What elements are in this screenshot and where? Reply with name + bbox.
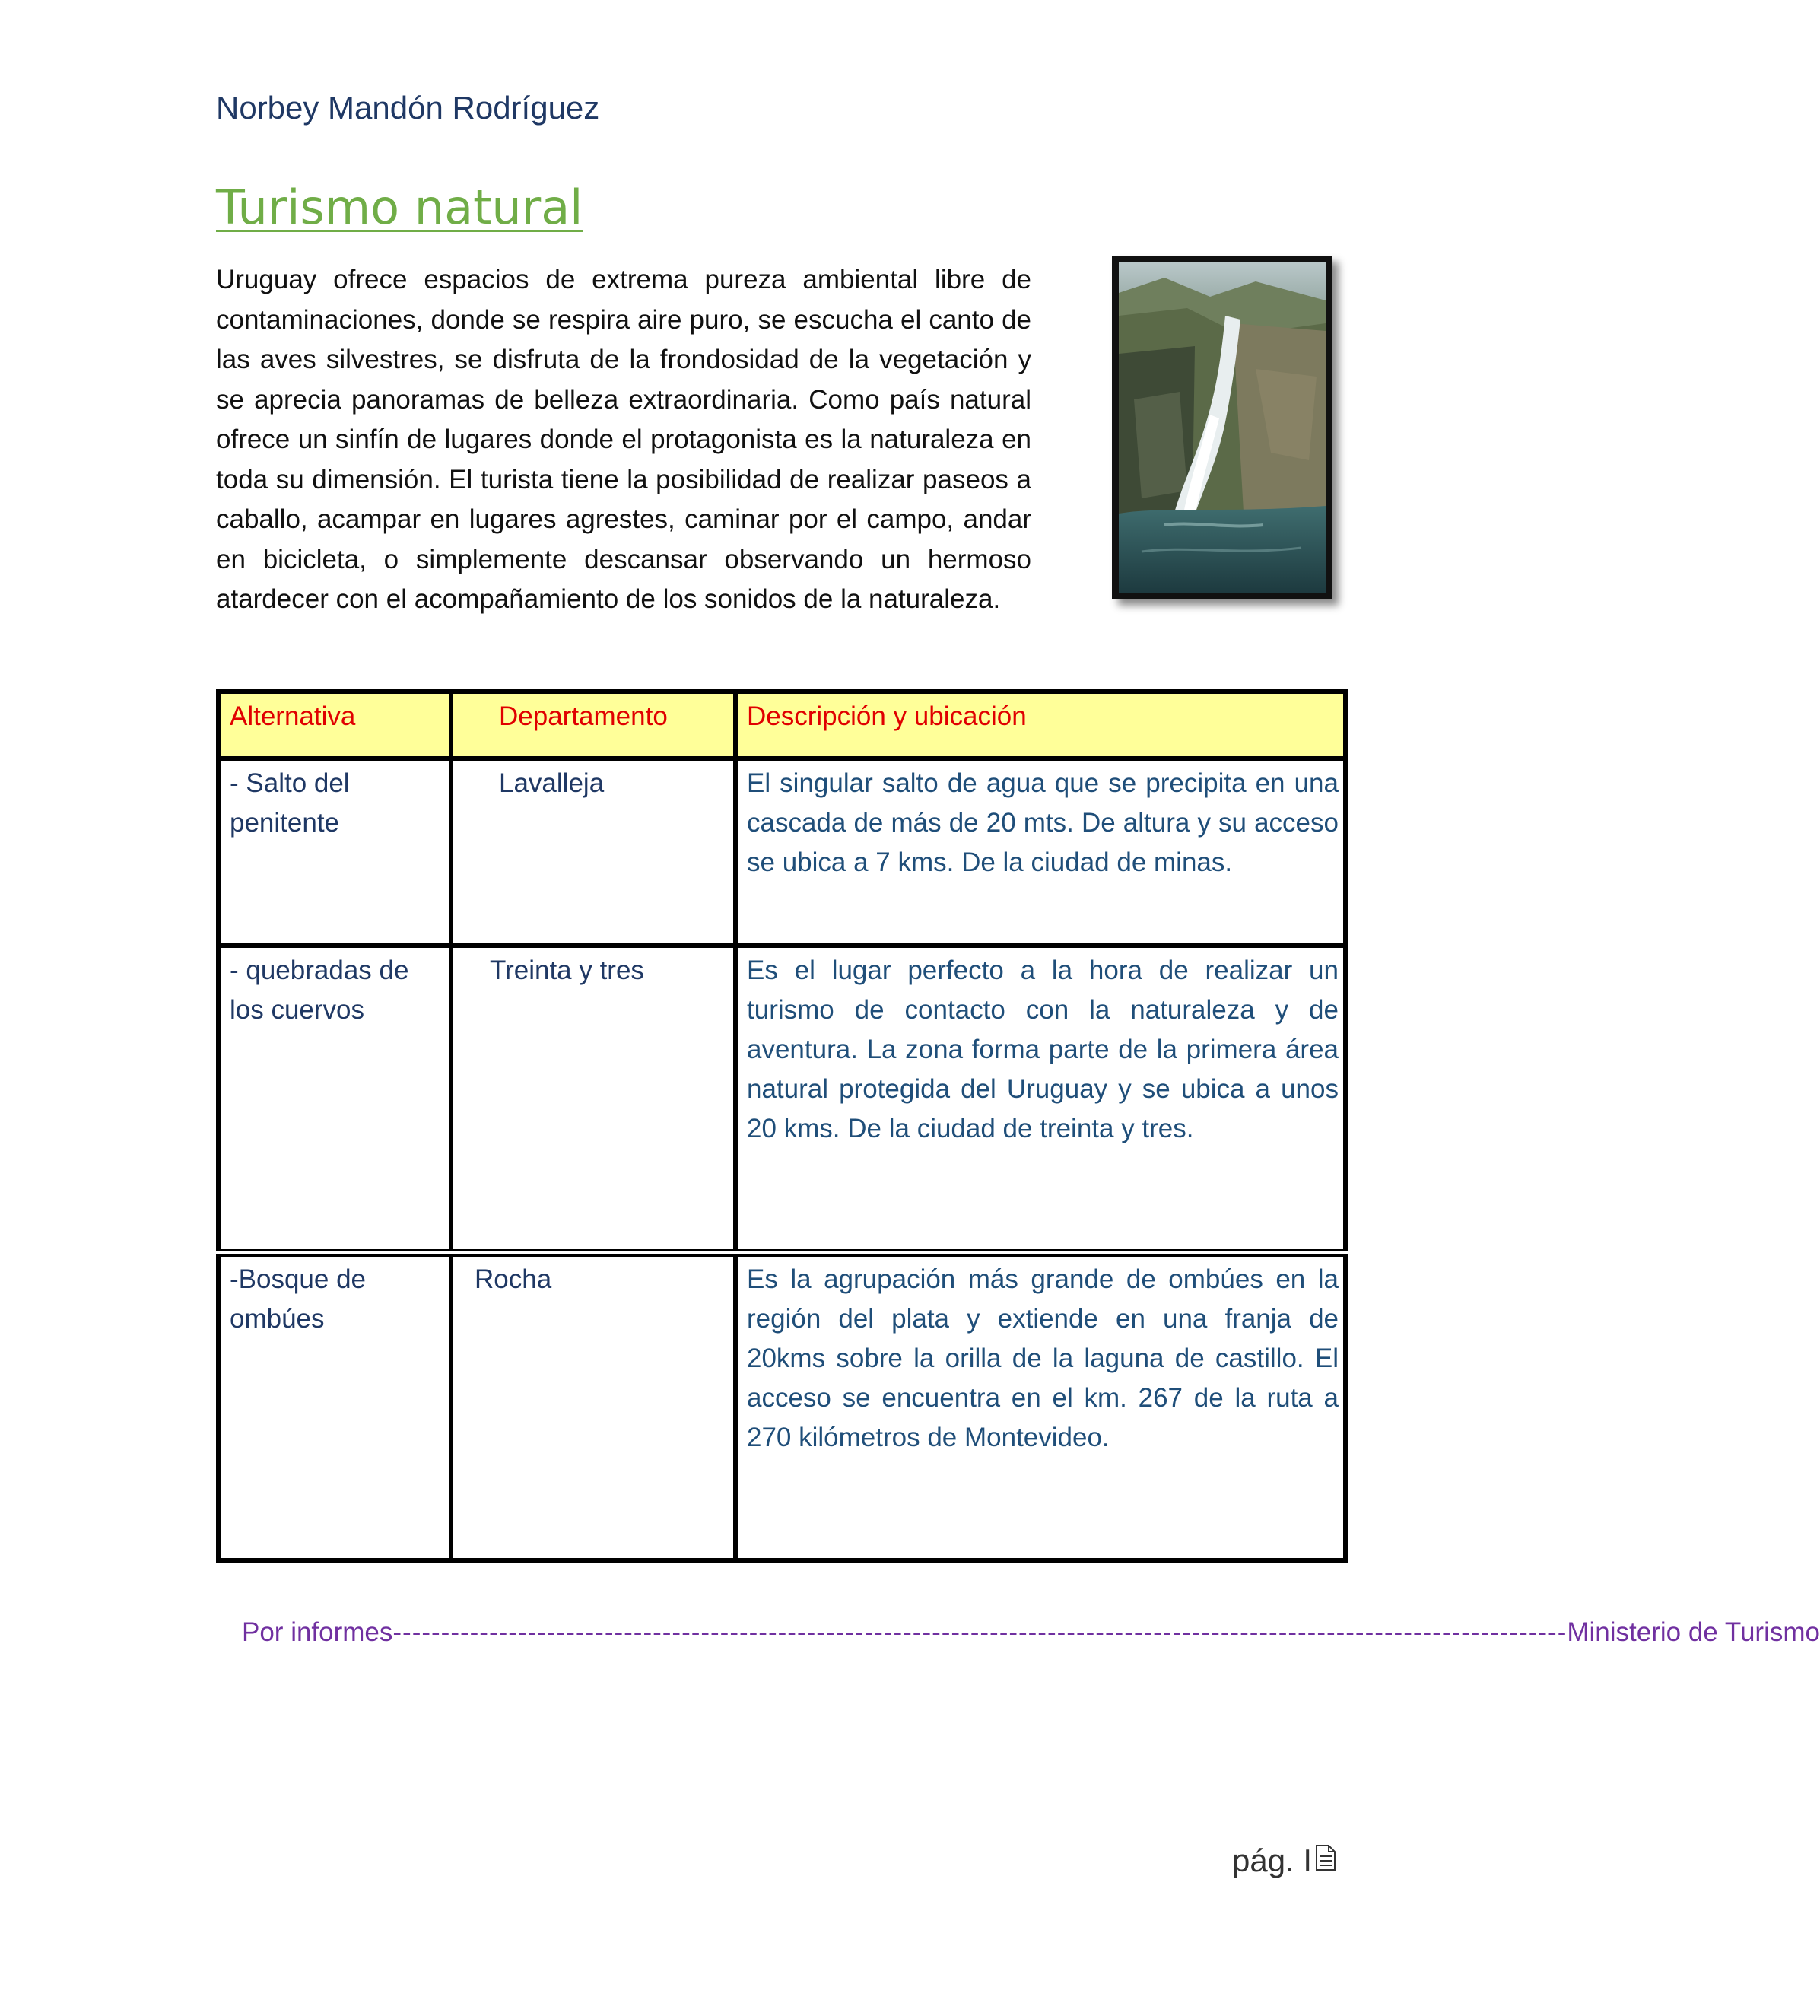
- cell-departamento: Lavalleja: [451, 758, 735, 946]
- cell-alternativa: - Salto del penitente: [218, 758, 451, 946]
- header-alternativa: Alternativa: [218, 692, 451, 758]
- cell-departamento: Rocha: [451, 1253, 735, 1560]
- footer-right: Ministerio de Turismo: [1567, 1617, 1820, 1647]
- cell-descripcion: Es el lugar perfecto a la hora de realizar un turismo de contacto con la naturaleza y de aventura. La zona forma parte de la primera área natural protegida del Uruguay y se ubica a unos 20 kms. De la ciudad de treinta y tres.: [735, 946, 1345, 1253]
- page-number: [1232, 1843, 1336, 1879]
- document-icon: [1315, 1843, 1336, 1879]
- alternatives-table: [216, 689, 1348, 1563]
- cell-descripcion: El singular salto de agua que se precipita en una cascada de más de 20 mts. De altura y su acceso se ubica a 7 kms. De la ciudad de minas.: [735, 758, 1345, 946]
- waterfall-illustration: [1119, 262, 1326, 593]
- waterfall-photo: [1112, 256, 1332, 599]
- footer-left: Por informes: [242, 1617, 393, 1647]
- cell-descripcion: Es la agrupación más grande de ombúes en la región del plata y extiende en una franja de 20kms sobre la orilla de la laguna de castillo. El acceso se encuentra en el km. 267 de la ruta a 270 kilómetros de Montevideo.: [735, 1253, 1345, 1560]
- cell-departamento: Treinta y tres: [451, 946, 735, 1253]
- page-label: pág. I: [1232, 1843, 1313, 1878]
- table-row: [218, 758, 1345, 946]
- footer-dashes: --------------------------------------------------------------------------------------------------------------------------: [392, 1617, 1567, 1647]
- header-departamento: Departamento: [451, 692, 735, 758]
- header-author: Norbey Mandón Rodríguez: [216, 90, 600, 126]
- page-title: Turismo natural: [216, 180, 583, 235]
- header-descripcion: Descripción y ubicación: [735, 692, 1345, 758]
- cell-alternativa: -Bosque de ombúes: [218, 1253, 451, 1560]
- table-header-row: [218, 692, 1345, 758]
- cell-alternativa: - quebradas de los cuervos: [218, 946, 451, 1253]
- table-row: [218, 1253, 1345, 1560]
- footer-contact: [242, 1617, 1820, 1648]
- intro-paragraph: Uruguay ofrece espacios de extrema pureza ambiental libre de contaminaciones, donde se respira aire puro, se escucha el canto de las aves silvestres, se disfruta de la frondosidad de la vegetación y se aprecia panoramas de belleza extraordinaria. Como país natural ofrece un sinfín de lugares donde el protagonista es la naturaleza en toda su dimensión. El turista tiene la posibilidad de realizar paseos a caballo, acampar en lugares agrestes, caminar por el campo, andar en bicicleta, o simplemente descansar observando un hermoso atardecer con el acompañamiento de los sonidos de la naturaleza.: [216, 265, 1031, 614]
- table-row: [218, 946, 1345, 1253]
